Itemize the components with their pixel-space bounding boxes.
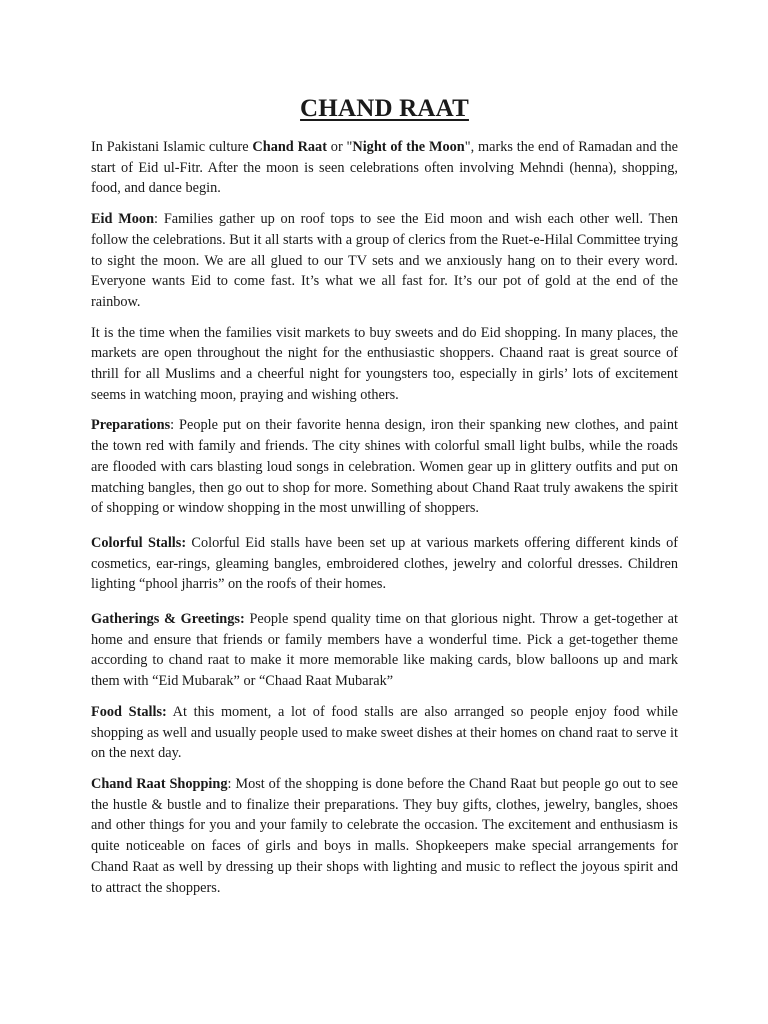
stalls-paragraph	[91, 533, 678, 595]
food-heading: Food Stalls:	[91, 703, 167, 720]
gatherings-text: People spend quality time on that glorious night. Throw a get-together at home and ensure that friends or family members have a wonderful time. Pick a get-together theme according to chand raat to make it more memorable like making cards, blow balloons up and mark them with “Eid Mubarak” or “Chaad Raat Mubarak”	[91, 611, 678, 690]
intro-paragraph	[91, 137, 678, 199]
markets-text: It is the time when the families visit markets to buy sweets and do Eid shopping. In many places, the markets are open throughout the night for the enthusiastic shoppers. Chaand raat is great source of thrill for all Muslims and a cheerful night for youngsters too, especially in girls’ lots of excitement seems in watching moon, praying and wishing others.	[91, 324, 678, 403]
gatherings-heading: Gatherings & Greetings:	[91, 611, 245, 628]
intro-text-3: ", marks the end of Ramadan and the start of Eid ul-Fitr. After the moon is seen celebrations often involving Mehndi (henna), shopping, food, and dance begin.	[91, 139, 678, 197]
gatherings-paragraph	[91, 609, 678, 692]
shopping-paragraph	[91, 774, 678, 898]
eid-moon-text: : Families gather up on roof tops to see the Eid moon and wish each other well. Then follow the celebrations. But it all starts with a group of clerics from the Ruet-e-Hilal Committee trying to sight the moon. We are all glued to our TV sets and we anxiously hang on to their every word. Everyone wants Eid to come fast. It’s what we all fast for. It’s our pot of gold at the end of the rainbow.	[91, 211, 678, 310]
shopping-heading: Chand Raat Shopping	[91, 775, 228, 792]
document-title: CHAND RAAT	[300, 95, 469, 122]
food-paragraph	[91, 702, 678, 764]
intro-bold-chand-raat: Chand Raat	[252, 139, 327, 155]
intro-text-1: In Pakistani Islamic culture	[91, 139, 253, 155]
eid-moon-heading: Eid Moon	[91, 211, 155, 228]
eid-moon-paragraph	[91, 209, 678, 313]
preparations-heading: Preparations	[91, 417, 171, 434]
intro-text-2: or "	[326, 139, 353, 155]
markets-paragraph	[91, 323, 678, 406]
food-text: At this moment, a lot of food stalls are also arranged so people enjoy food while shopping as well and usually people used to make sweet dishes at their homes on chand raat to serve it on the next day.	[91, 703, 679, 762]
shopping-text: : Most of the shopping is done before the Chand Raat but people go out to see the hustle & bustle and to finalize their preparations. They buy gifts, clothes, jewelry, bangles, shoes and other things for you and your family to celebrate the occasion. The excitement and enthusiasm is quite noticeable on faces of girls and boys in malls. Shopkeepers make special arrangements for Chand Raat as well by dressing up their shops with lighting and music to reflect the joyous spirit and to attract the shoppers.	[91, 775, 678, 896]
preparations-paragraph	[91, 415, 678, 519]
preparations-text: : People put on their favorite henna design, iron their spanking new clothes, and paint the town red with family and friends. The city shines with colorful small light bulbs, while the roads are flooded with cars blasting loud songs in celebration. Women gear up in glittery outfits and put on matching bangles, then go out to shop for more. Something about Chand Raat truly awakens the spirit of shopping or window shopping in the most unwilling of shoppers.	[91, 417, 678, 517]
stalls-heading: Colorful Stalls:	[91, 534, 187, 551]
intro-bold-night-of-moon: Night of the Moon	[352, 139, 465, 155]
stalls-text: Colorful Eid stalls have been set up at various markets offering different kinds of cosmetics, ear-rings, gleaming bangles, embroidered clothes, jewelry and colorful dresses. Children lighting “phool jharris” on the roofs of their homes.	[91, 534, 678, 593]
